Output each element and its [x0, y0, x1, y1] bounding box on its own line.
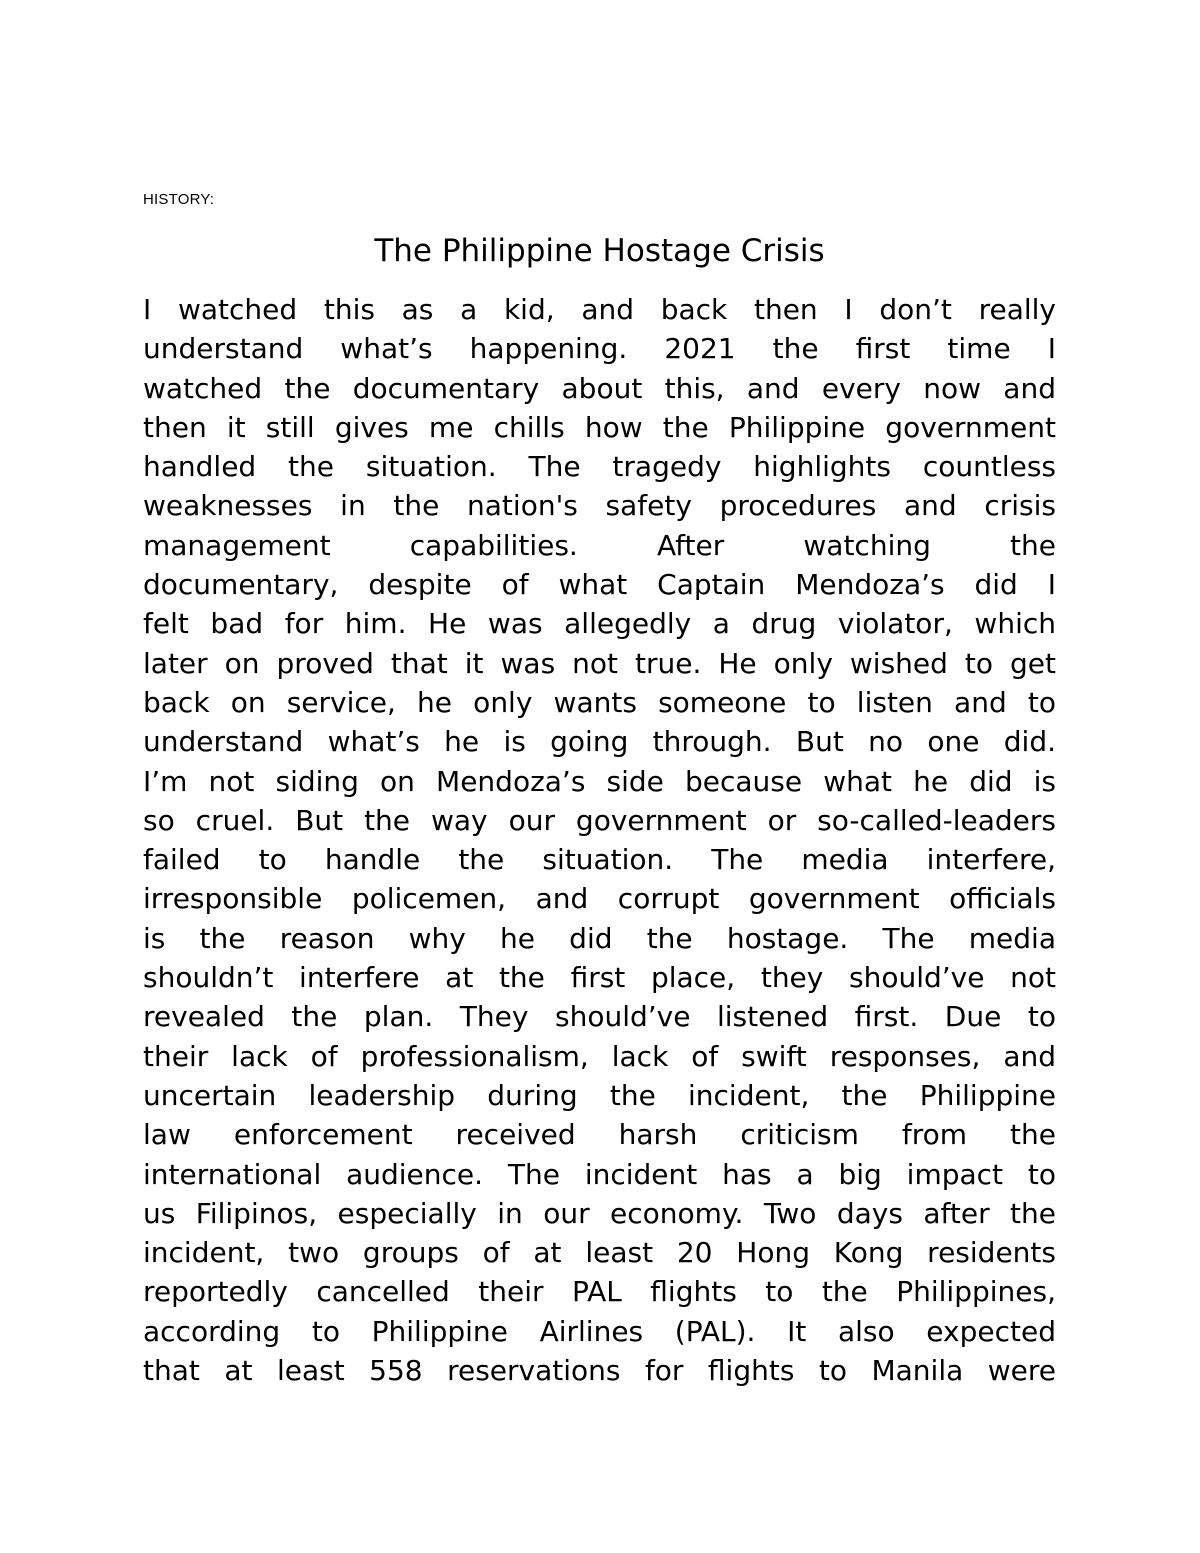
body-line: international audience. The incident has a big impact to: [143, 1157, 1056, 1191]
body-line: us Filipinos, especially in our economy. Two days after the: [143, 1196, 1056, 1230]
body-line: handled the situation. The tragedy highlights countless: [143, 450, 1056, 484]
body-line: according to Philippine Airlines (PAL). It also expected: [143, 1314, 1056, 1348]
body-line: back on service, he only wants someone to listen and to: [143, 685, 1056, 719]
body-line: later on proved that it was not true. He only wished to get: [143, 646, 1056, 680]
body-line: understand what’s he is going through. But no one did.: [143, 725, 1056, 759]
body-line: irresponsible policemen, and corrupt government officials: [143, 882, 1056, 916]
body-line: is the reason why he did the hostage. The media: [143, 921, 1056, 955]
section-label: HISTORY:: [143, 191, 215, 208]
body-line: shouldn’t interfere at the first place, they should’ve not: [143, 961, 1056, 995]
body-paragraph: [143, 290, 1056, 1390]
body-line: then it still gives me chills how the Philippine government: [143, 410, 1056, 444]
body-line: documentary, despite of what Captain Mendoza’s did I: [143, 568, 1056, 602]
body-line: management capabilities. After watching the: [143, 528, 1056, 562]
body-line: law enforcement received harsh criticism from the: [143, 1118, 1056, 1152]
body-line: weaknesses in the nation's safety procedures and crisis: [143, 489, 1056, 523]
body-line: so cruel. But the way our government or so-called-leaders: [143, 803, 1056, 837]
body-line: failed to handle the situation. The media interfere,: [143, 843, 1056, 877]
body-line: watched the documentary about this, and every now and: [143, 371, 1056, 405]
body-line: reportedly cancelled their PAL flights to the Philippines,: [143, 1275, 1056, 1309]
body-line: incident, two groups of at least 20 Hong Kong residents: [143, 1236, 1056, 1270]
body-line: uncertain leadership during the incident, the Philippine: [143, 1078, 1056, 1112]
body-line: I watched this as a kid, and back then I don’t really: [143, 293, 1056, 326]
body-line: revealed the plan. They should’ve listened first. Due to: [143, 1000, 1056, 1034]
body-line: felt bad for him. He was allegedly a drug violator, which: [143, 607, 1056, 641]
document-title: The Philippine Hostage Crisis: [374, 233, 825, 269]
body-line: I’m not siding on Mendoza’s side because what he did is: [143, 764, 1056, 798]
body-line: understand what’s happening. 2021 the first time I: [143, 332, 1056, 366]
body-line: their lack of professionalism, lack of swift responses, and: [143, 1039, 1056, 1073]
body-line: that at least 558 reservations for flights to Manila were: [143, 1354, 1056, 1388]
